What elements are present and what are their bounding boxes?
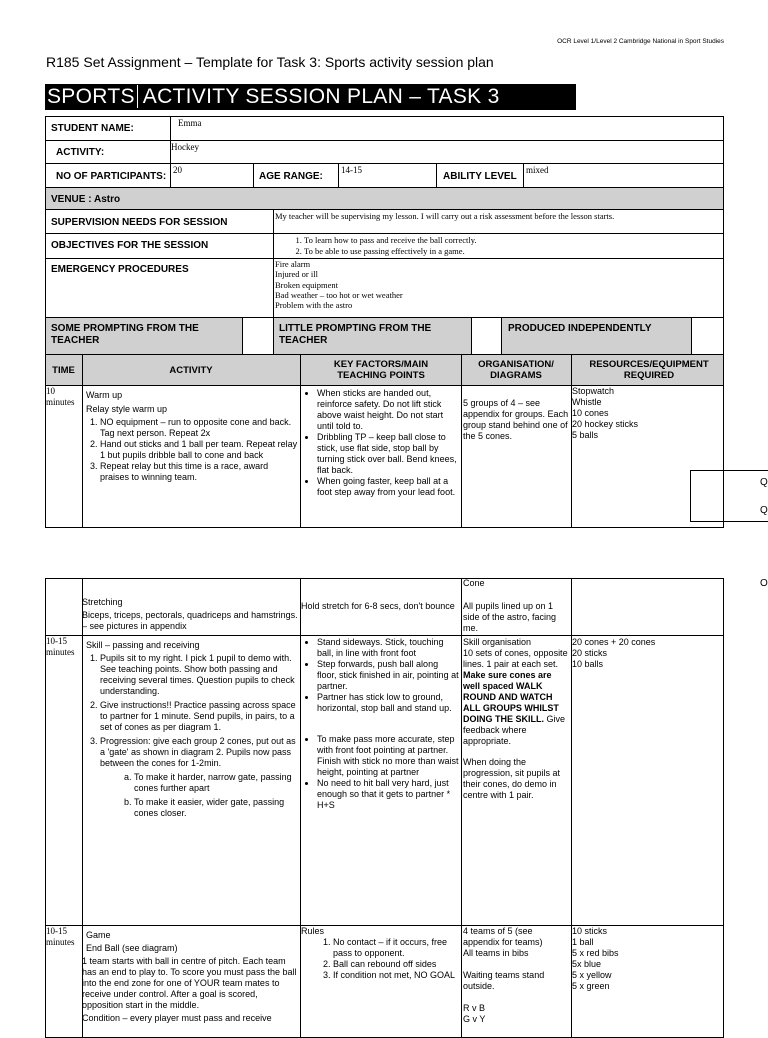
key-point: • When going faster, keep ball at a foot step away from your lead foot. bbox=[317, 476, 460, 498]
objectives-list bbox=[274, 235, 477, 257]
activity-label: ACTIVITY: bbox=[56, 147, 105, 158]
rule-item: 1. No contact – if it occurs, free pass to opponent. bbox=[333, 937, 461, 959]
margin-mark: O bbox=[760, 578, 768, 589]
rule-item: 2. Ball can rebound off sides bbox=[333, 959, 461, 970]
org-emphasis: Make sure cones are well spaced WALK ROUND AND WATCH ALL GROUPS WHILST DOING THE SKILL. bbox=[463, 670, 559, 724]
header-organisation: ORGANISATION/ DIAGRAMS bbox=[478, 359, 554, 381]
row2-organisation: All pupils lined up on 1 side of the astro, facing me. bbox=[463, 601, 557, 633]
row3-key-list bbox=[302, 637, 460, 714]
header-activity: ACTIVITY bbox=[169, 365, 213, 376]
key-point: • Dribbling TP – keep ball close to stick, use flat side, stop ball by turning stick over ball. Bend knees, flat back. bbox=[317, 432, 460, 476]
row3-key-list-2 bbox=[302, 734, 460, 811]
prompt-some-cell bbox=[45, 317, 243, 355]
resource-item: 5x blue bbox=[572, 959, 602, 969]
step-item: 1. Pupils sit to my right. I pick 1 pupil to demo with. See teaching points. Show both passing and receiving several times. Question pupils to check understanding. bbox=[100, 653, 298, 697]
student-name-value: Emma bbox=[178, 118, 202, 128]
emergency-item: Injured or ill bbox=[275, 269, 318, 280]
prompt-little-cell bbox=[273, 317, 472, 355]
row3-time: 10-15 minutes bbox=[46, 636, 75, 657]
org-text: G v Y bbox=[463, 1014, 486, 1024]
resource-item: 20 sticks bbox=[572, 648, 608, 658]
row4-subtitle: End Ball (see diagram) bbox=[86, 943, 178, 953]
row3-substeps bbox=[86, 772, 298, 819]
supervision-label: SUPERVISION NEEDS FOR SESSION bbox=[51, 217, 228, 228]
resource-item: 10 cones bbox=[572, 408, 609, 418]
rules-title: Rules bbox=[301, 926, 325, 936]
step-item: 3. Repeat relay but this time is a race, award praises to winning team. bbox=[100, 461, 298, 483]
header-resources: RESOURCES/EQUIPMENT REQUIRED bbox=[589, 359, 709, 381]
row4-title: Game bbox=[86, 930, 111, 940]
activity-label-cell bbox=[45, 140, 171, 164]
row4-condition: Condition – every player must pass and receive bbox=[82, 1013, 272, 1023]
resource-item: 5 x green bbox=[572, 981, 610, 991]
row3-title: Skill – passing and receiving bbox=[86, 640, 200, 650]
org-text: 10 sets of cones, opposite lines. 1 pair at each set. bbox=[463, 648, 568, 669]
prompt-little-checkbox[interactable] bbox=[471, 317, 502, 355]
resource-item: Whistle bbox=[572, 397, 602, 407]
ability-label-cell bbox=[436, 163, 524, 188]
step-item: 2. Give instructions!! Practice passing across space to partner for 1 minute. Send pupils, in pairs, to a set of cones as per diagram 1. bbox=[100, 700, 298, 733]
title-word-sports: SPORTS bbox=[47, 85, 138, 108]
row1-resources bbox=[572, 386, 722, 441]
org-text: All teams in bibs bbox=[463, 948, 529, 958]
margin-mark: Q bbox=[760, 505, 768, 516]
supervision-label-cell bbox=[45, 209, 274, 234]
key-point: • To make pass more accurate, step with front foot pointing at partner. Finish with stick no more than waist height, pointing at partner bbox=[317, 734, 460, 778]
row1-key-list bbox=[302, 388, 460, 498]
substep-item: a. To make it harder, narrow gate, passing cones further apart bbox=[134, 772, 298, 794]
venue-cell bbox=[45, 187, 724, 210]
venue-text: VENUE : Astro bbox=[51, 194, 121, 205]
age-cell[interactable] bbox=[338, 163, 437, 188]
student-name-label-cell bbox=[45, 116, 171, 141]
objectives-label-cell bbox=[45, 233, 274, 259]
row4-text: 1 team starts with ball in centre of pitch. Each team has an end to play to. To score you must pass the ball into the end zone for one of YOUR team mates to receive under control. After a goal is scored, opposition start in the middle. bbox=[82, 956, 297, 1010]
participants-value: 20 bbox=[173, 165, 182, 175]
substep-item: b. To make it easier, wider gate, passing cones closer. bbox=[134, 797, 298, 819]
org-text: R v B bbox=[463, 1003, 486, 1013]
ability-label: ABILITY LEVEL bbox=[443, 171, 517, 182]
key-point: • Partner has stick low to ground, horizontal, stop ball and stand up. bbox=[317, 692, 460, 714]
age-value: 14-15 bbox=[341, 165, 362, 175]
prompt-indep-cell bbox=[501, 317, 692, 355]
header-key-factors: KEY FACTORS/MAIN TEACHING POINTS bbox=[333, 359, 429, 381]
emergency-item: Problem with the astro bbox=[275, 300, 353, 311]
row4-key-factors bbox=[301, 926, 461, 981]
step-item: 1. NO equipment – run to opposite cone and back. Tag next person. Repeat 2x bbox=[100, 417, 298, 439]
resource-item: 5 x red bibs bbox=[572, 948, 619, 958]
resource-item: Stopwatch bbox=[572, 386, 615, 396]
prompt-indep-label: PRODUCED INDEPENDENTLY bbox=[508, 323, 652, 334]
key-point: • No need to hit ball very hard, just enough so that it gets to partner * H+S bbox=[317, 778, 460, 811]
row1-subtitle: Relay style warm up bbox=[86, 404, 168, 414]
student-name-cell[interactable] bbox=[170, 116, 724, 141]
emergency-item: Broken equipment bbox=[275, 279, 339, 290]
resource-item: 5 balls bbox=[572, 430, 599, 440]
resource-item: 20 hockey sticks bbox=[572, 419, 639, 429]
org-text: When doing the progression, sit pupils at their cones, do demo in centre with 1 pair. bbox=[463, 757, 561, 800]
objectives-cell[interactable] bbox=[273, 233, 724, 259]
age-label: AGE RANGE: bbox=[259, 171, 323, 182]
row2-org-top: Cone bbox=[463, 578, 485, 588]
participants-label: NO OF PARTICIPANTS: bbox=[56, 171, 167, 182]
prompt-little-label: LITTLE PROMPTING FROM THE TEACHER bbox=[279, 323, 432, 346]
participants-cell[interactable] bbox=[170, 163, 254, 188]
row3-activity bbox=[86, 640, 298, 819]
title-rest: ACTIVITY SESSION PLAN – TASK 3 bbox=[137, 85, 500, 108]
row3-resources bbox=[572, 637, 722, 670]
activity-value: Hockey bbox=[171, 142, 199, 152]
row1-activity bbox=[86, 390, 298, 483]
resource-item: 20 cones + 20 cones bbox=[572, 637, 656, 647]
row2-key: Hold stretch for 6-8 secs, don't bounce bbox=[301, 601, 455, 611]
emergency-cell[interactable] bbox=[273, 258, 724, 318]
emergency-label: EMERGENCY PROCEDURES bbox=[51, 264, 189, 275]
participants-label-cell bbox=[45, 163, 171, 188]
row2-activity bbox=[82, 597, 298, 632]
step-item: 3. Progression: give each group 2 cones, put out as a 'gate' as shown in diagram 2. Pupils now pass between the cones for 1-2min. bbox=[100, 736, 298, 769]
row3-steps bbox=[86, 653, 298, 769]
objective-item: 1. To learn how to pass and receive the ball correctly. bbox=[304, 235, 477, 246]
emergency-item: Bad weather – too hot or wet weather bbox=[275, 289, 403, 300]
header-time: TIME bbox=[52, 365, 75, 376]
row4-activity bbox=[82, 930, 298, 1024]
ability-value: mixed bbox=[526, 165, 549, 175]
row1-steps bbox=[86, 417, 298, 483]
supervision-value: My teacher will be supervising my lesson. I will carry out a risk assessment before the lesson starts. bbox=[275, 211, 615, 221]
supervision-cell[interactable] bbox=[273, 209, 724, 234]
rule-item: 3. If condition not met, NO GOAL bbox=[333, 970, 461, 981]
prompt-some-checkbox[interactable] bbox=[242, 317, 274, 355]
page-title bbox=[45, 84, 576, 110]
prompt-indep-checkbox[interactable] bbox=[691, 317, 724, 355]
row2-text: Biceps, triceps, pectorals, quadriceps and hamstrings. – see pictures in appendix bbox=[82, 610, 298, 631]
emergency-item: Fire alarm bbox=[275, 259, 311, 269]
resource-item: 10 sticks bbox=[572, 926, 608, 936]
margin-comment-box bbox=[690, 470, 768, 522]
row1-time: 10 minutes bbox=[46, 386, 75, 407]
activity-cell[interactable] bbox=[170, 140, 724, 164]
key-point: • Stand sideways. Stick, touching ball, in line with front foot bbox=[317, 637, 460, 659]
emergency-label-cell bbox=[45, 258, 274, 318]
row3-organisation bbox=[463, 637, 570, 801]
ability-cell[interactable] bbox=[523, 163, 724, 188]
row1-key-factors bbox=[302, 388, 460, 498]
key-point: • Step forwards, push ball along floor, stick finished in air, pointing at partner. bbox=[317, 659, 460, 692]
margin-mark: Q bbox=[760, 477, 768, 488]
row4-time: 10-15 minutes bbox=[46, 926, 75, 947]
org-text: Give feedback where appropriate. bbox=[463, 714, 566, 746]
row1-title: Warm up bbox=[86, 390, 123, 400]
row3-key-factors bbox=[302, 637, 460, 811]
rules-list bbox=[301, 937, 461, 981]
emergency-list bbox=[275, 259, 403, 310]
row1-organisation: 5 groups of 4 – see appendix for groups. Each group stand behind one of the 5 cones. bbox=[463, 398, 569, 441]
document-subtitle: R185 Set Assignment – Template for Task 3: Sports activity session plan bbox=[46, 54, 494, 70]
step-item: 2. Hand out sticks and 1 ball per team. Repeat relay 1 but pupils dribble ball to cone and back bbox=[100, 439, 298, 461]
resource-item: 10 balls bbox=[572, 659, 604, 669]
row4-resources bbox=[572, 926, 722, 992]
objectives-label: OBJECTIVES FOR THE SESSION bbox=[51, 240, 209, 251]
objective-item: 2. To be able to use passing effectively in a game. bbox=[304, 246, 477, 257]
student-name-label: STUDENT NAME: bbox=[51, 123, 134, 134]
key-point: • When sticks are handed out, reinforce safety. Do not lift stick above waist height. Do not start until told to. bbox=[317, 388, 460, 432]
age-label-cell bbox=[253, 163, 339, 188]
qualification-note: OCR Level 1/Level 2 Cambridge National in Sport Studies bbox=[557, 38, 724, 45]
org-text: Waiting teams stand outside. bbox=[463, 970, 545, 991]
resource-item: 1 ball bbox=[572, 937, 594, 947]
row4-organisation bbox=[463, 926, 570, 1025]
prompt-some-label: SOME PROMPTING FROM THE TEACHER bbox=[51, 323, 199, 346]
org-text: Skill organisation bbox=[463, 637, 532, 647]
row2-title: Stretching bbox=[82, 597, 123, 607]
org-text: 4 teams of 5 (see appendix for teams) bbox=[463, 926, 543, 947]
resource-item: 5 x yellow bbox=[572, 970, 612, 980]
